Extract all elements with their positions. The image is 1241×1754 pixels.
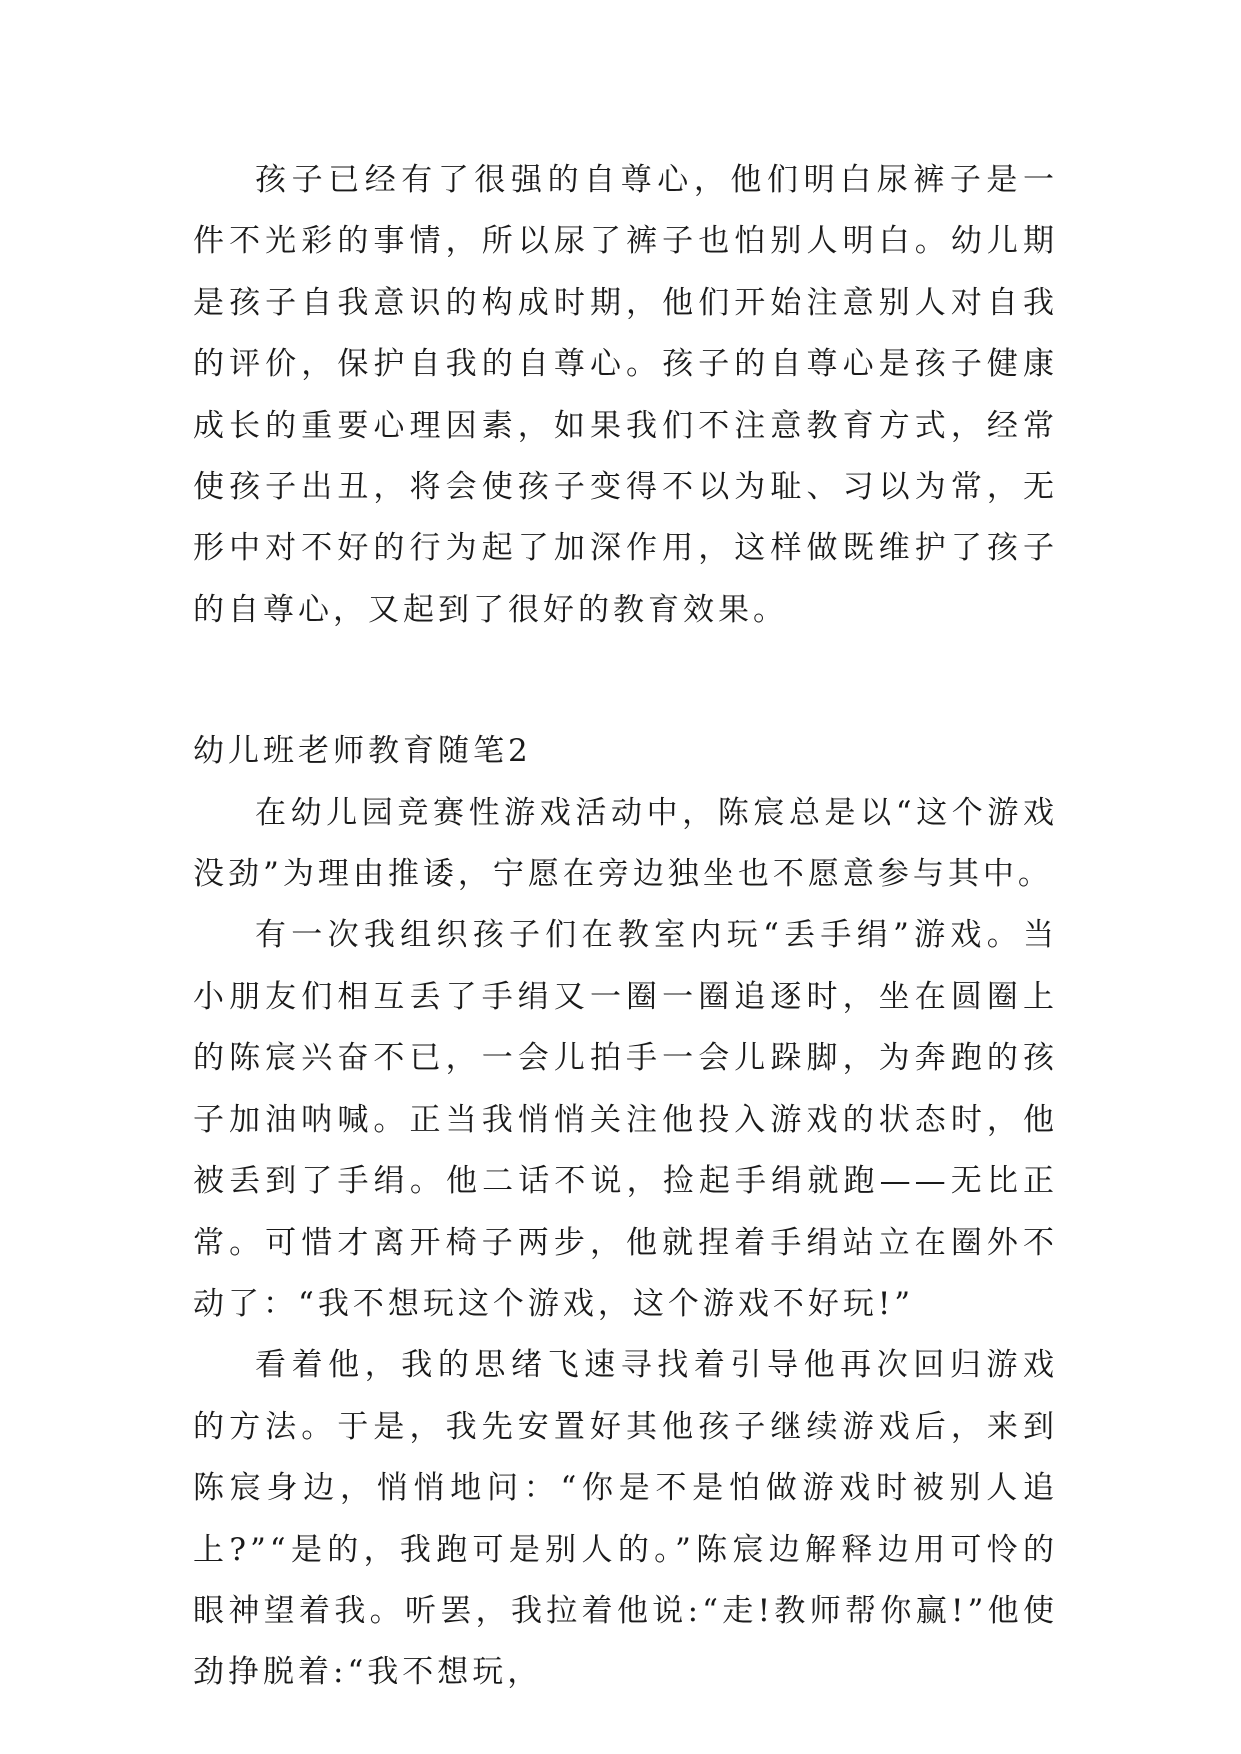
section-heading: 幼儿班老师教育随笔2 bbox=[193, 733, 532, 770]
paragraph-1: 孩子已经有了很强的自尊心，他们明白尿裤子是一件不光彩的事情，所以尿了裤子也怕别人明白。幼儿期是孩子自我意识的构成时期，他们开始注意别人对自我的评价，保护自我的自尊心。孩子的自尊心是孩子健康成长的重要心理因素，如果我们不注意教育方式，经常使孩子出丑，将会使孩子变得不以为耻、习以为常，无形中对不好的行为起了加深作用，这样做既维护了孩子的自尊心，又起到了很好的教育效果。 bbox=[193, 162, 1058, 628]
document-page bbox=[193, 150, 1058, 1704]
paragraph-2: 在幼儿园竞赛性游戏活动中，陈宸总是以“这个游戏没劲”为理由推诿，宁愿在旁边独坐也不愿意参与其中。 bbox=[193, 794, 1058, 893]
paragraph-3: 有一次我组织孩子们在教室内玩“丢手绢”游戏。当小朋友们相互丢了手绢又一圈一圈追逐时，坐在圆圈上的陈宸兴奋不已，一会儿拍手一会儿跺脚，为奔跑的孩子加油呐喊。正当我悄悄关注他投入游戏的状态时，他被丢到了手绢。他二话不说，捡起手绢就跑——无比正常。可惜才离开椅子两步，他就捏着手绢站立在圈外不动了：“我不想玩这个游戏，这个游戏不好玩!” bbox=[193, 917, 1058, 1322]
paragraph-4: 看着他，我的思绪飞速寻找着引导他再次回归游戏的方法。于是，我先安置好其他孩子继续游戏后，来到陈宸身边，悄悄地问：“你是不是怕做游戏时被别人追上?”“是的，我跑可是别人的。”陈宸边解释边用可怜的眼神望着我。听罢，我拉着他说:“走!教师帮你赢!”他使劲挣脱着:“我不想玩， bbox=[193, 1347, 1058, 1691]
